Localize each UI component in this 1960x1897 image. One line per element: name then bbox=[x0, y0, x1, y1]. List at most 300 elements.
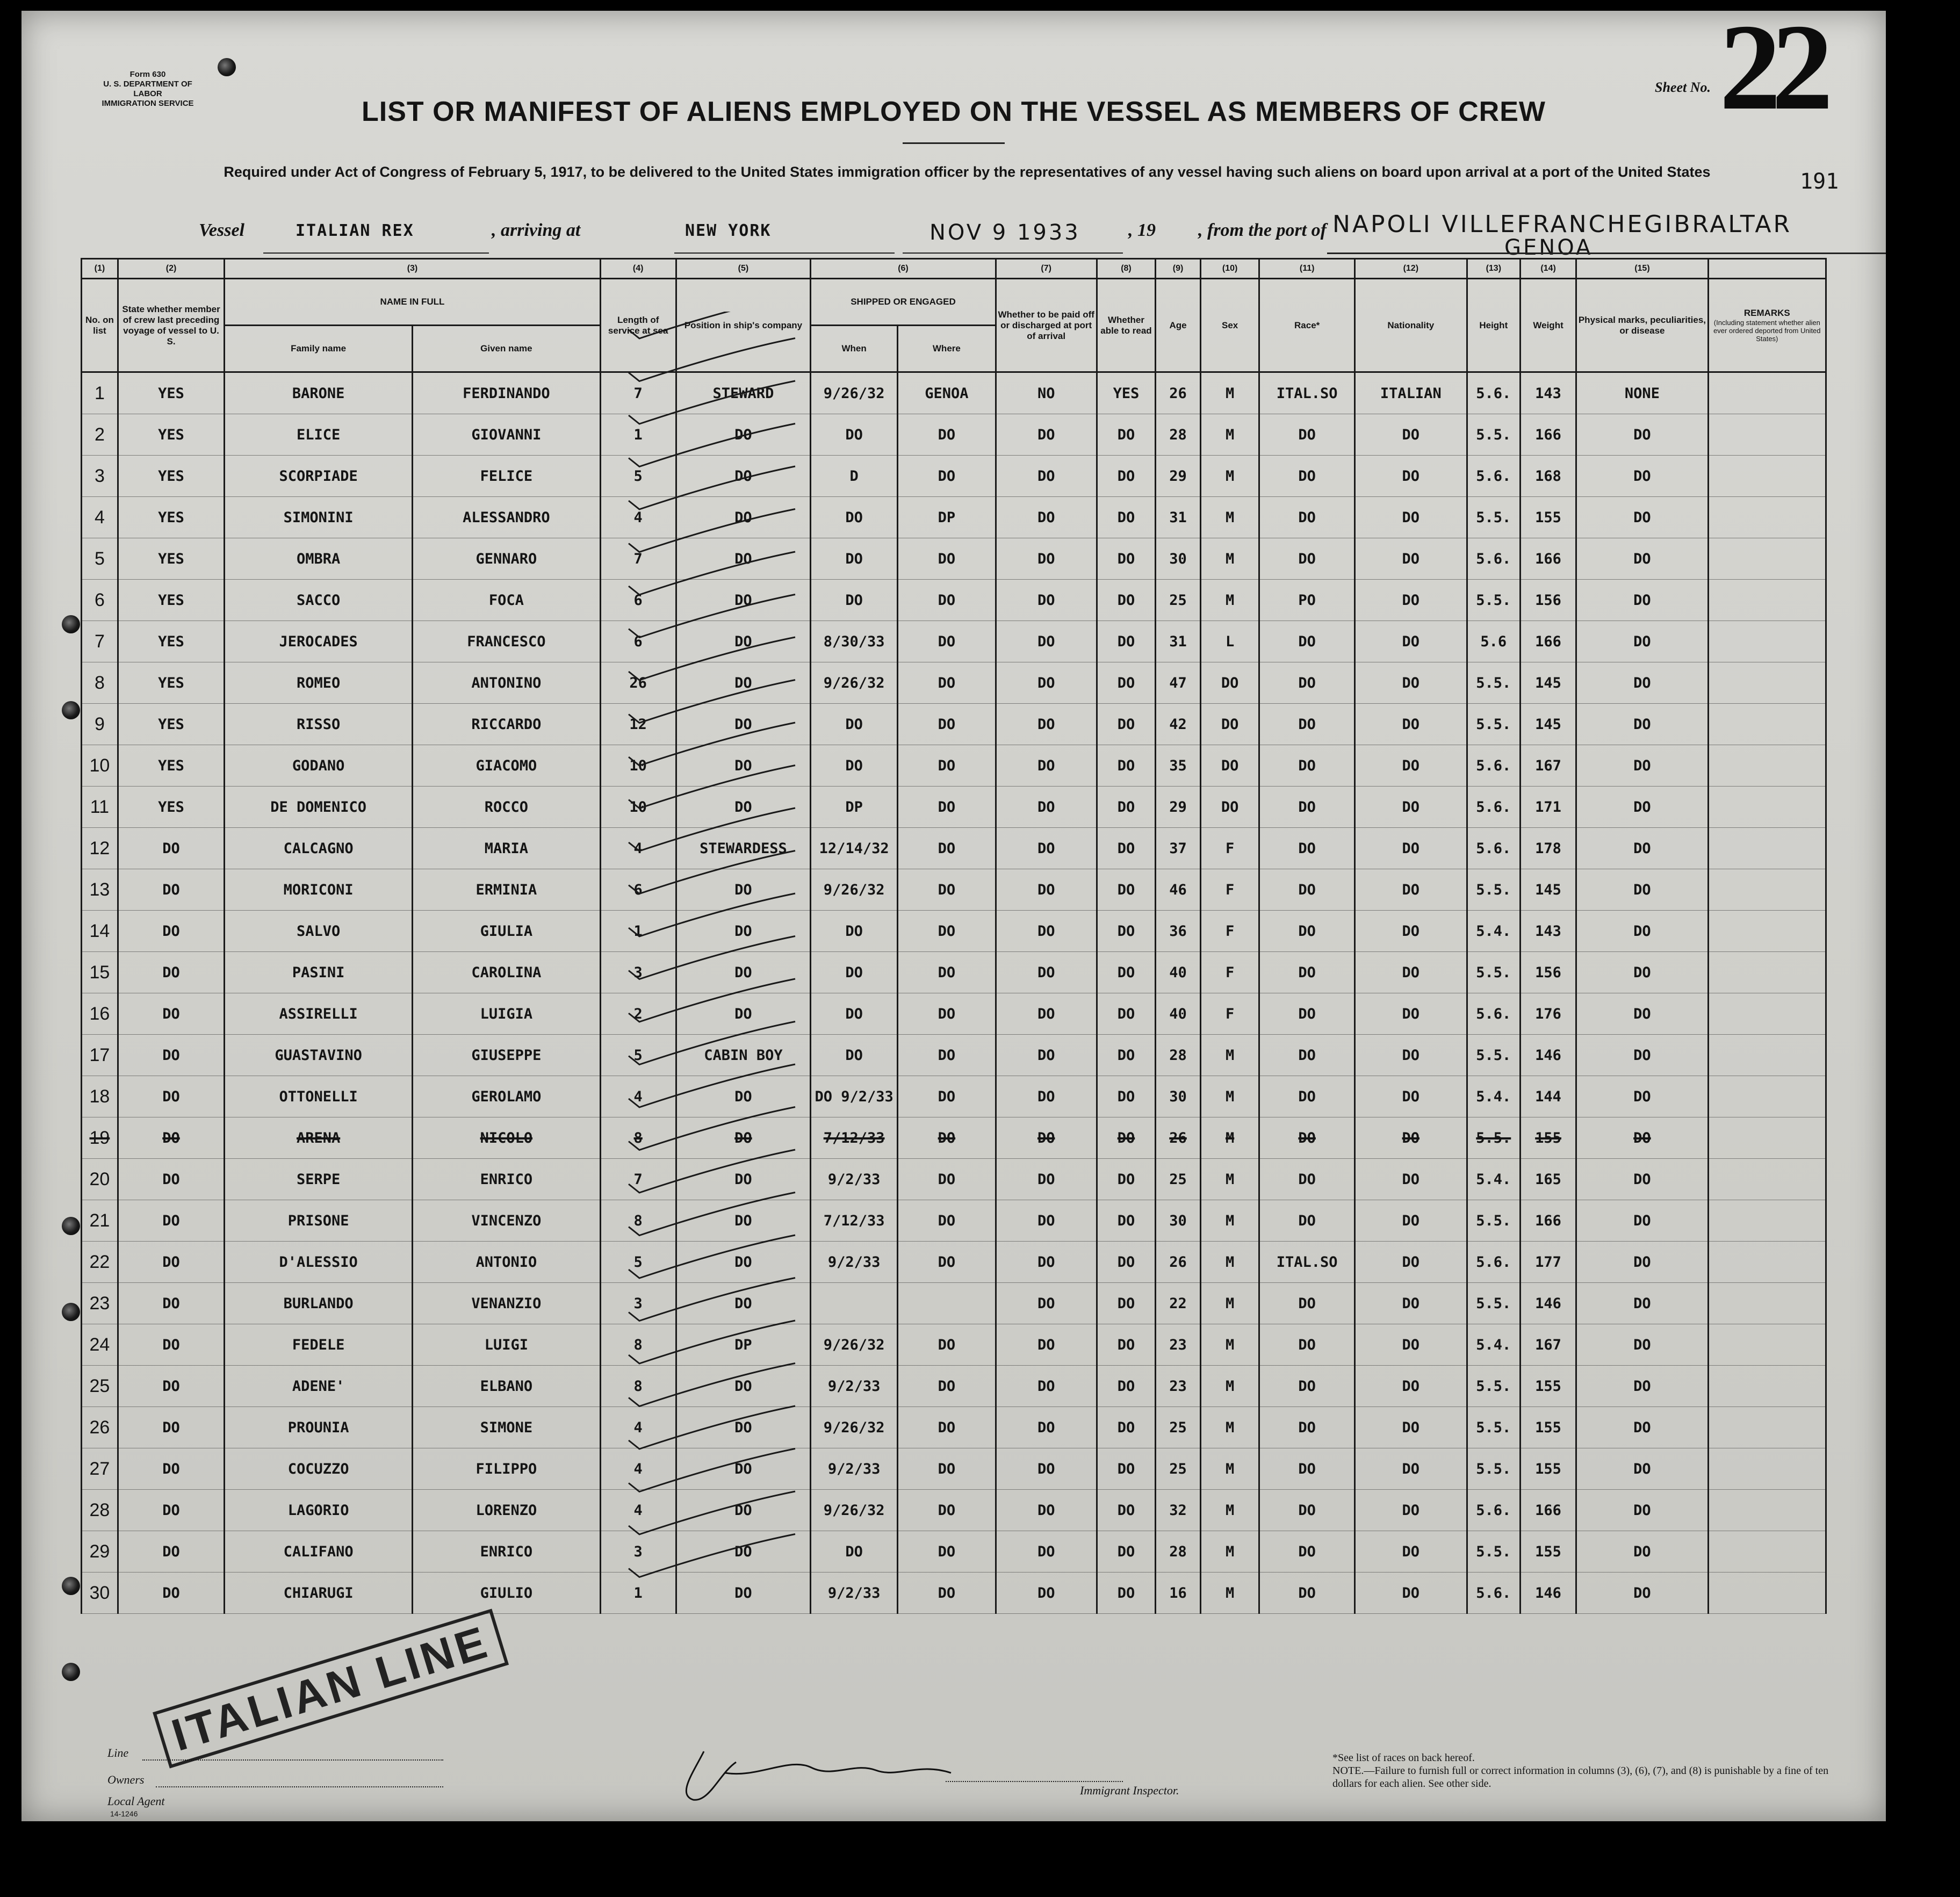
position-cell: DO bbox=[676, 1531, 811, 1573]
height-cell: 5.5. bbox=[1467, 1366, 1520, 1407]
sex-cell: M bbox=[1200, 372, 1259, 414]
shipped-where-cell: DO bbox=[898, 952, 996, 993]
table-row bbox=[82, 1490, 1826, 1531]
race-cell: DO bbox=[1259, 745, 1354, 787]
nationality-cell: DO bbox=[1354, 621, 1467, 662]
remarks-cell bbox=[1708, 621, 1826, 662]
sheet-number: 22 bbox=[1719, 11, 1824, 135]
length-service-cell: 8 bbox=[600, 1366, 676, 1407]
given-name-cell: GENNARO bbox=[412, 538, 600, 580]
position-cell: DO bbox=[676, 1490, 811, 1531]
title-rule bbox=[903, 142, 1005, 144]
family-name-cell: OTTONELLI bbox=[225, 1076, 413, 1117]
row-number-cell: 1 bbox=[82, 372, 118, 414]
sex-cell: DO bbox=[1200, 704, 1259, 745]
nationality-cell: DO bbox=[1354, 538, 1467, 580]
family-name-cell: CHIARUGI bbox=[225, 1573, 413, 1614]
given-name-cell: MARIA bbox=[412, 828, 600, 869]
length-service-cell: 6 bbox=[600, 621, 676, 662]
able-to-read-cell: DO bbox=[1097, 993, 1156, 1035]
length-service-cell: 4 bbox=[600, 1076, 676, 1117]
position-cell: DO bbox=[676, 745, 811, 787]
header-physical-marks: Physical marks, peculiarities, or disease bbox=[1576, 279, 1708, 372]
table-row bbox=[82, 993, 1826, 1035]
sex-cell: M bbox=[1200, 580, 1259, 621]
race-cell: DO bbox=[1259, 993, 1354, 1035]
table-row bbox=[82, 1448, 1826, 1490]
given-name-cell: VINCENZO bbox=[412, 1200, 600, 1242]
length-service-cell: 6 bbox=[600, 580, 676, 621]
able-to-read-cell: DO bbox=[1097, 1076, 1156, 1117]
age-cell: 31 bbox=[1156, 497, 1201, 538]
col-num-3: (3) bbox=[225, 259, 601, 279]
table-row bbox=[82, 1573, 1826, 1614]
physical-marks-cell: DO bbox=[1576, 580, 1708, 621]
able-to-read-cell: DO bbox=[1097, 1366, 1156, 1407]
length-service-cell: 3 bbox=[600, 952, 676, 993]
physical-marks-cell: DO bbox=[1576, 456, 1708, 497]
sex-cell: F bbox=[1200, 828, 1259, 869]
shipped-where-cell: DO bbox=[898, 1407, 996, 1448]
weight-cell: 155 bbox=[1520, 1407, 1576, 1448]
length-service-cell: 7 bbox=[600, 372, 676, 414]
race-cell: DO bbox=[1259, 1035, 1354, 1076]
header-when: When bbox=[811, 326, 898, 372]
length-service-cell: 8 bbox=[600, 1117, 676, 1159]
shipped-when-cell: DO bbox=[811, 1035, 898, 1076]
nationality-cell: DO bbox=[1354, 497, 1467, 538]
age-cell: 22 bbox=[1156, 1283, 1201, 1324]
arriving-value: NEW YORK bbox=[685, 221, 772, 240]
row-number-cell: 16 bbox=[82, 993, 118, 1035]
able-to-read-cell: DO bbox=[1097, 1159, 1156, 1200]
nationality-cell: DO bbox=[1354, 1076, 1467, 1117]
weight-cell: 156 bbox=[1520, 952, 1576, 993]
department-name: U. S. DEPARTMENT OF LABOR bbox=[103, 80, 192, 98]
shipped-when-cell: DO bbox=[811, 538, 898, 580]
col-num-8: (8) bbox=[1097, 259, 1156, 279]
row-number-cell: 25 bbox=[82, 1366, 118, 1407]
able-to-read-cell: DO bbox=[1097, 787, 1156, 828]
age-cell: 28 bbox=[1156, 1035, 1201, 1076]
paid-off-cell: DO bbox=[996, 1448, 1097, 1490]
family-name-cell: OMBRA bbox=[225, 538, 413, 580]
row-number-cell: 2 bbox=[82, 414, 118, 456]
sheet-label: Sheet No. bbox=[1655, 80, 1711, 95]
sex-cell: DO bbox=[1200, 745, 1259, 787]
weight-cell: 146 bbox=[1520, 1573, 1576, 1614]
remarks-cell bbox=[1708, 745, 1826, 787]
paid-off-cell: DO bbox=[996, 869, 1097, 911]
remarks-cell bbox=[1708, 1242, 1826, 1283]
shipped-when-cell: 9/2/33 bbox=[811, 1366, 898, 1407]
race-cell: DO bbox=[1259, 952, 1354, 993]
shipped-where-cell: DO bbox=[898, 828, 996, 869]
given-name-cell: SIMONE bbox=[412, 1407, 600, 1448]
weight-cell: 155 bbox=[1520, 1117, 1576, 1159]
height-cell: 5.6. bbox=[1467, 745, 1520, 787]
shipped-where-cell: DP bbox=[898, 497, 996, 538]
paid-off-cell: DO bbox=[996, 497, 1097, 538]
position-cell: DO bbox=[676, 621, 811, 662]
crew-rows bbox=[82, 372, 1826, 1614]
race-cell: DO bbox=[1259, 456, 1354, 497]
physical-marks-cell: DO bbox=[1576, 828, 1708, 869]
position-cell: DO bbox=[676, 1407, 811, 1448]
able-to-read-cell: DO bbox=[1097, 1242, 1156, 1283]
shipped-where-cell: DO bbox=[898, 662, 996, 704]
shipped-when-cell: DO bbox=[811, 497, 898, 538]
remarks-cell bbox=[1708, 1324, 1826, 1366]
shipped-when-cell: DO bbox=[811, 580, 898, 621]
age-cell: 25 bbox=[1156, 1407, 1201, 1448]
last-voyage-cell: DO bbox=[118, 1324, 224, 1366]
height-cell: 5.4. bbox=[1467, 1159, 1520, 1200]
race-cell: DO bbox=[1259, 1573, 1354, 1614]
table-row bbox=[82, 911, 1826, 952]
height-cell: 5.6. bbox=[1467, 456, 1520, 497]
age-cell: 42 bbox=[1156, 704, 1201, 745]
nationality-cell: ITALIAN bbox=[1354, 372, 1467, 414]
shipped-when-cell: 12/14/32 bbox=[811, 828, 898, 869]
sex-cell: F bbox=[1200, 911, 1259, 952]
position-cell: DO bbox=[676, 1448, 811, 1490]
row-number-cell: 14 bbox=[82, 911, 118, 952]
table-row bbox=[82, 787, 1826, 828]
weight-cell: 178 bbox=[1520, 828, 1576, 869]
sex-cell: F bbox=[1200, 952, 1259, 993]
height-cell: 5.5. bbox=[1467, 414, 1520, 456]
able-to-read-cell: DO bbox=[1097, 621, 1156, 662]
column-number-row bbox=[82, 259, 1826, 279]
punch-hole-icon bbox=[62, 1663, 80, 1681]
nationality-cell: DO bbox=[1354, 1407, 1467, 1448]
height-cell: 5.6. bbox=[1467, 1242, 1520, 1283]
race-cell: DO bbox=[1259, 1076, 1354, 1117]
punch-hole-icon bbox=[218, 58, 236, 76]
nationality-cell: DO bbox=[1354, 828, 1467, 869]
physical-marks-cell: DO bbox=[1576, 497, 1708, 538]
from-port-label: , from the port of bbox=[1198, 220, 1327, 240]
length-service-cell: 4 bbox=[600, 1407, 676, 1448]
ports-underline bbox=[1327, 253, 1886, 254]
position-cell: DO bbox=[676, 952, 811, 993]
race-cell: DO bbox=[1259, 414, 1354, 456]
row-number-cell: 13 bbox=[82, 869, 118, 911]
age-cell: 30 bbox=[1156, 538, 1201, 580]
remarks-title: REMARKS bbox=[1743, 308, 1790, 318]
col-num-4: (4) bbox=[600, 259, 676, 279]
header-paid-off: Whether to be paid off or discharged at port of arrival bbox=[996, 279, 1097, 372]
year-label: , 19 bbox=[1128, 220, 1156, 240]
family-name-cell: GODANO bbox=[225, 745, 413, 787]
length-service-cell: 6 bbox=[600, 869, 676, 911]
row-number-cell: 24 bbox=[82, 1324, 118, 1366]
height-cell: 5.5. bbox=[1467, 1117, 1520, 1159]
age-cell: 30 bbox=[1156, 1200, 1201, 1242]
age-cell: 26 bbox=[1156, 1117, 1201, 1159]
weight-cell: 155 bbox=[1520, 497, 1576, 538]
race-cell: DO bbox=[1259, 621, 1354, 662]
physical-marks-cell: DO bbox=[1576, 787, 1708, 828]
height-cell: 5.4. bbox=[1467, 911, 1520, 952]
remarks-cell bbox=[1708, 1448, 1826, 1490]
row-number-cell: 21 bbox=[82, 1200, 118, 1242]
italian-line-stamp: ITALIAN LINE bbox=[153, 1609, 509, 1768]
family-name-cell: BURLANDO bbox=[225, 1283, 413, 1324]
weight-cell: 168 bbox=[1520, 456, 1576, 497]
remarks-cell bbox=[1708, 538, 1826, 580]
row-number-cell: 5 bbox=[82, 538, 118, 580]
shipped-when-cell: DO bbox=[811, 1531, 898, 1573]
table-row bbox=[82, 662, 1826, 704]
paid-off-cell: DO bbox=[996, 952, 1097, 993]
age-cell: 16 bbox=[1156, 1573, 1201, 1614]
sex-cell: M bbox=[1200, 538, 1259, 580]
physical-marks-cell: DO bbox=[1576, 1200, 1708, 1242]
row-number-cell: 12 bbox=[82, 828, 118, 869]
shipped-where-cell: DO bbox=[898, 869, 996, 911]
remarks-cell bbox=[1708, 704, 1826, 745]
family-name-cell: PRISONE bbox=[225, 1200, 413, 1242]
table-row bbox=[82, 1366, 1826, 1407]
row-number-cell: 18 bbox=[82, 1076, 118, 1117]
able-to-read-cell: YES bbox=[1097, 372, 1156, 414]
nationality-cell: DO bbox=[1354, 745, 1467, 787]
sex-cell: M bbox=[1200, 1448, 1259, 1490]
race-cell: DO bbox=[1259, 1159, 1354, 1200]
weight-cell: 167 bbox=[1520, 1324, 1576, 1366]
sex-cell: M bbox=[1200, 1283, 1259, 1324]
height-cell: 5.5. bbox=[1467, 662, 1520, 704]
weight-cell: 166 bbox=[1520, 1200, 1576, 1242]
race-cell: DO bbox=[1259, 1324, 1354, 1366]
length-service-cell: 5 bbox=[600, 456, 676, 497]
shipped-when-cell: DO bbox=[811, 414, 898, 456]
weight-cell: 166 bbox=[1520, 621, 1576, 662]
table-row bbox=[82, 1531, 1826, 1573]
header-race: Race* bbox=[1259, 279, 1354, 372]
race-cell: DO bbox=[1259, 828, 1354, 869]
height-cell: 5.4. bbox=[1467, 1076, 1520, 1117]
punch-hole-icon bbox=[62, 1577, 80, 1595]
able-to-read-cell: DO bbox=[1097, 1490, 1156, 1531]
weight-cell: 146 bbox=[1520, 1283, 1576, 1324]
table-row bbox=[82, 372, 1826, 414]
nationality-cell: DO bbox=[1354, 1531, 1467, 1573]
able-to-read-cell: DO bbox=[1097, 911, 1156, 952]
age-cell: 26 bbox=[1156, 372, 1201, 414]
length-service-cell: 5 bbox=[600, 1035, 676, 1076]
shipped-where-cell: DO bbox=[898, 621, 996, 662]
weight-cell: 166 bbox=[1520, 538, 1576, 580]
last-voyage-cell: YES bbox=[118, 456, 224, 497]
position-cell: DO bbox=[676, 580, 811, 621]
height-cell: 5.6. bbox=[1467, 1490, 1520, 1531]
family-name-cell: SALVO bbox=[225, 911, 413, 952]
nationality-cell: DO bbox=[1354, 662, 1467, 704]
race-cell: DO bbox=[1259, 787, 1354, 828]
races-note: *See list of races on back hereof. bbox=[1332, 1752, 1475, 1764]
row-number-cell: 29 bbox=[82, 1531, 118, 1573]
height-cell: 5.5. bbox=[1467, 1448, 1520, 1490]
nationality-cell: DO bbox=[1354, 787, 1467, 828]
sex-cell: M bbox=[1200, 414, 1259, 456]
length-service-cell: 3 bbox=[600, 1283, 676, 1324]
family-name-cell: PASINI bbox=[225, 952, 413, 993]
shipped-when-cell: 8/30/33 bbox=[811, 621, 898, 662]
row-number-cell: 15 bbox=[82, 952, 118, 993]
sex-cell: M bbox=[1200, 497, 1259, 538]
nationality-cell: DO bbox=[1354, 1159, 1467, 1200]
remarks-cell bbox=[1708, 1490, 1826, 1531]
paid-off-cell: DO bbox=[996, 1490, 1097, 1531]
physical-marks-cell: DO bbox=[1576, 745, 1708, 787]
shipped-when-cell: DO 9/2/33 bbox=[811, 1076, 898, 1117]
shipped-when-cell: 9/26/32 bbox=[811, 1490, 898, 1531]
remarks-cell bbox=[1708, 1159, 1826, 1200]
length-service-cell: 4 bbox=[600, 1448, 676, 1490]
row-number-cell: 8 bbox=[82, 662, 118, 704]
position-cell: CABIN BOY bbox=[676, 1035, 811, 1076]
col-num-10: (10) bbox=[1200, 259, 1259, 279]
family-name-cell: SIMONINI bbox=[225, 497, 413, 538]
table-row bbox=[82, 1283, 1826, 1324]
physical-marks-cell: DO bbox=[1576, 1490, 1708, 1531]
paid-off-cell: DO bbox=[996, 662, 1097, 704]
table-row bbox=[82, 1200, 1826, 1242]
age-cell: 25 bbox=[1156, 1159, 1201, 1200]
position-cell: DO bbox=[676, 787, 811, 828]
length-service-cell: 4 bbox=[600, 828, 676, 869]
paid-off-cell: DO bbox=[996, 580, 1097, 621]
family-name-cell: PROUNIA bbox=[225, 1407, 413, 1448]
position-cell: DO bbox=[676, 538, 811, 580]
age-cell: 23 bbox=[1156, 1324, 1201, 1366]
last-voyage-cell: YES bbox=[118, 538, 224, 580]
paid-off-cell: DO bbox=[996, 456, 1097, 497]
nationality-cell: DO bbox=[1354, 911, 1467, 952]
col-num-12: (12) bbox=[1354, 259, 1467, 279]
last-voyage-cell: YES bbox=[118, 745, 224, 787]
family-name-cell: ADENE' bbox=[225, 1366, 413, 1407]
remarks-cell bbox=[1708, 1573, 1826, 1614]
height-cell: 5.5. bbox=[1467, 1035, 1520, 1076]
age-cell: 25 bbox=[1156, 580, 1201, 621]
row-number-cell: 17 bbox=[82, 1035, 118, 1076]
last-voyage-cell: DO bbox=[118, 1531, 224, 1573]
able-to-read-cell: DO bbox=[1097, 745, 1156, 787]
family-name-cell: JEROCADES bbox=[225, 621, 413, 662]
shipped-when-cell: DO bbox=[811, 745, 898, 787]
last-voyage-cell: DO bbox=[118, 1407, 224, 1448]
sex-cell: DO bbox=[1200, 662, 1259, 704]
position-cell: DO bbox=[676, 497, 811, 538]
length-service-cell: 7 bbox=[600, 1159, 676, 1200]
table-row bbox=[82, 538, 1826, 580]
paid-off-cell: DO bbox=[996, 1531, 1097, 1573]
position-cell: DO bbox=[676, 414, 811, 456]
date-value: NOV 9 1933 bbox=[929, 220, 1080, 245]
table-row bbox=[82, 745, 1826, 787]
remarks-cell bbox=[1708, 372, 1826, 414]
given-name-cell: ANTONINO bbox=[412, 662, 600, 704]
row-number-cell: 11 bbox=[82, 787, 118, 828]
col-num-2: (2) bbox=[118, 259, 224, 279]
punch-hole-icon bbox=[62, 1217, 80, 1235]
last-voyage-cell: YES bbox=[118, 372, 224, 414]
race-cell: PO bbox=[1259, 580, 1354, 621]
height-cell: 5.5. bbox=[1467, 704, 1520, 745]
physical-marks-cell: DO bbox=[1576, 1283, 1708, 1324]
given-name-cell: GIULIA bbox=[412, 911, 600, 952]
shipped-when-cell: 9/26/32 bbox=[811, 662, 898, 704]
height-cell: 5.6. bbox=[1467, 993, 1520, 1035]
weight-cell: 145 bbox=[1520, 662, 1576, 704]
paid-off-cell: DO bbox=[996, 1200, 1097, 1242]
race-cell: ITAL.SO bbox=[1259, 372, 1354, 414]
height-cell: 5.5. bbox=[1467, 580, 1520, 621]
remarks-cell bbox=[1708, 1076, 1826, 1117]
height-cell: 5.5. bbox=[1467, 1531, 1520, 1573]
able-to-read-cell: DO bbox=[1097, 1531, 1156, 1573]
weight-cell: 145 bbox=[1520, 869, 1576, 911]
sex-cell: M bbox=[1200, 1366, 1259, 1407]
remarks-cell bbox=[1708, 952, 1826, 993]
race-cell: DO bbox=[1259, 1366, 1354, 1407]
header-length-service: Length of service at sea bbox=[600, 279, 676, 372]
shipped-where-cell: DO bbox=[898, 1573, 996, 1614]
header-height: Height bbox=[1467, 279, 1520, 372]
weight-cell: 144 bbox=[1520, 1076, 1576, 1117]
position-cell: DO bbox=[676, 456, 811, 497]
last-voyage-cell: DO bbox=[118, 952, 224, 993]
length-service-cell: 2 bbox=[600, 993, 676, 1035]
able-to-read-cell: DO bbox=[1097, 1573, 1156, 1614]
length-service-cell: 3 bbox=[600, 1531, 676, 1573]
physical-marks-cell: DO bbox=[1576, 1159, 1708, 1200]
row-number-cell: 23 bbox=[82, 1283, 118, 1324]
height-cell: 5.6. bbox=[1467, 1573, 1520, 1614]
race-cell: DO bbox=[1259, 1448, 1354, 1490]
last-voyage-cell: DO bbox=[118, 1200, 224, 1242]
age-cell: 30 bbox=[1156, 1076, 1201, 1117]
last-voyage-cell: DO bbox=[118, 1573, 224, 1614]
nationality-cell: DO bbox=[1354, 952, 1467, 993]
given-name-cell: FILIPPO bbox=[412, 1448, 600, 1490]
vessel-label: Vessel bbox=[199, 220, 244, 240]
family-name-cell: D'ALESSIO bbox=[225, 1242, 413, 1283]
position-cell: DO bbox=[676, 911, 811, 952]
nationality-cell: DO bbox=[1354, 869, 1467, 911]
given-name-cell: RICCARDO bbox=[412, 704, 600, 745]
sex-cell: M bbox=[1200, 1200, 1259, 1242]
table-row bbox=[82, 1159, 1826, 1200]
shipped-when-cell: DO bbox=[811, 993, 898, 1035]
race-cell: DO bbox=[1259, 869, 1354, 911]
remarks-cell bbox=[1708, 1531, 1826, 1573]
col-num-15: (15) bbox=[1576, 259, 1708, 279]
last-voyage-cell: DO bbox=[118, 1159, 224, 1200]
col-num-11: (11) bbox=[1259, 259, 1354, 279]
length-service-cell: 26 bbox=[600, 662, 676, 704]
given-name-cell: GIUSEPPE bbox=[412, 1035, 600, 1076]
family-name-cell: ELICE bbox=[225, 414, 413, 456]
table-row bbox=[82, 704, 1826, 745]
table-row bbox=[82, 828, 1826, 869]
given-name-cell: ROCCO bbox=[412, 787, 600, 828]
weight-cell: 143 bbox=[1520, 911, 1576, 952]
